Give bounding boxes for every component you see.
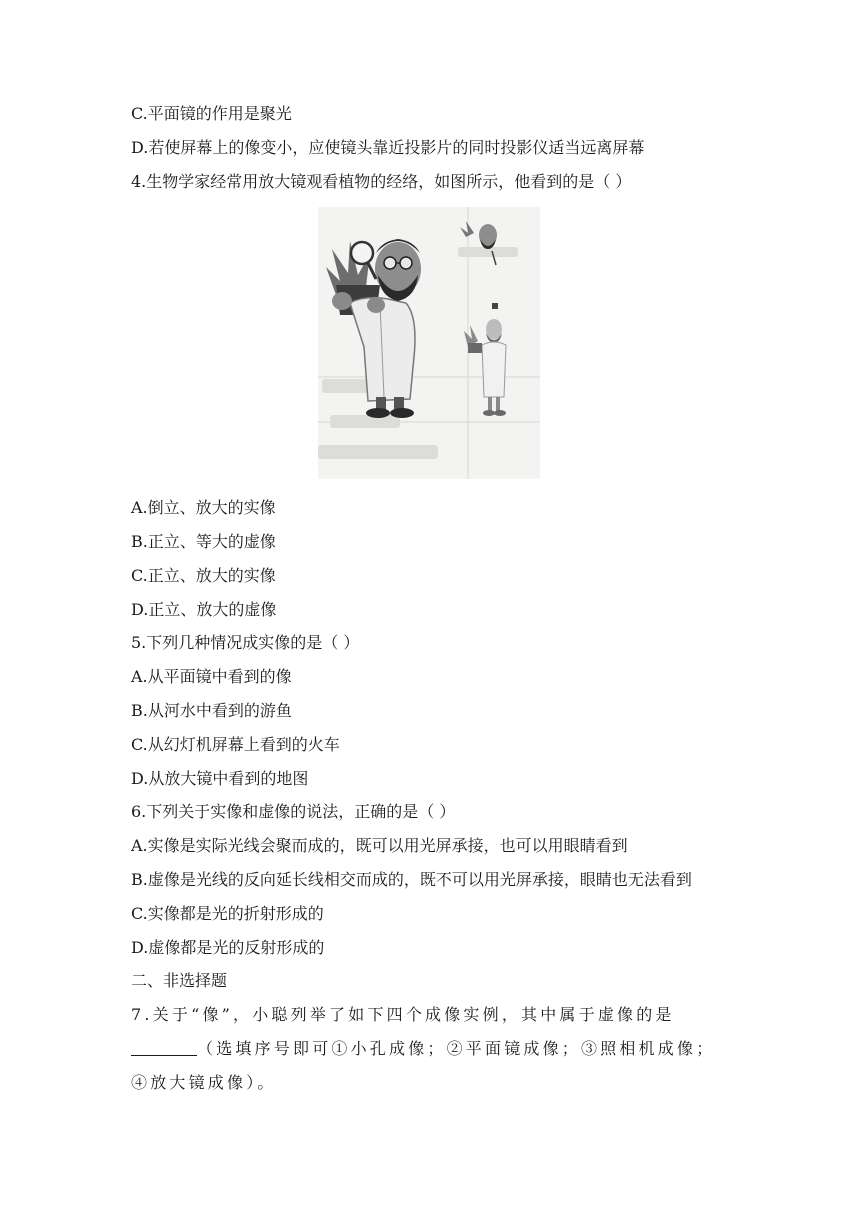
q6-option-a: A.实像是实际光线会聚而成的，既可以用光屏承接，也可以用眼睛看到 [131,836,628,855]
q5-option-b: B.从河水中看到的游鱼 [131,701,292,720]
q4-option-a: A.倒立、放大的实像 [131,498,276,517]
answer-blank[interactable] [131,1039,197,1056]
q6-stem: 6.下列关于实像和虚像的说法，正确的是（ ） [131,802,456,821]
q7-line-2-text: （选填序号即可①小孔成像；②平面镜成像；③照相机成像； [197,1039,716,1058]
q7-line-1: 7.关于“像”，小聪列举了如下四个成像实例，其中属于虚像的是 [131,1005,675,1024]
q4-stem: 4.生物学家经常用放大镜观看植物的经络，如图所示，他看到的是（ ） [131,172,632,191]
q4-option-c: C.正立、放大的实像 [131,566,276,585]
q7-line-2 [131,1038,715,1060]
q3-option-c: C.平面镜的作用是聚光 [131,104,292,123]
q6-option-b: B.虚像是光线的反向延长线相交而成的，既不可以用光屏承接，眼睛也无法看到 [131,870,692,889]
q5-option-d: D.从放大镜中看到的地图 [131,769,309,788]
q5-option-a: A.从平面镜中看到的像 [131,667,292,686]
q7-line-3: ④放大镜成像）。 [131,1073,277,1092]
q3-option-d: D.若使屏幕上的像变小，应使镜头靠近投影片的同时投影仪适当远离屏幕 [131,138,645,157]
scientist-magnifier-illustration [318,207,540,479]
q5-stem: 5.下列几种情况成实像的是（ ） [131,633,360,652]
scientist-magnifier-icon [318,207,540,479]
q6-option-d: D.虚像都是光的反射形成的 [131,938,325,957]
q4-option-b: B.正立、等大的虚像 [131,532,276,551]
q4-option-d: D.正立、放大的虚像 [131,600,277,619]
q5-option-c: C.从幻灯机屏幕上看到的火车 [131,735,340,754]
q6-option-c: C.实像都是光的折射形成的 [131,904,324,923]
section-title-non-choice: 二、非选择题 [131,971,228,990]
